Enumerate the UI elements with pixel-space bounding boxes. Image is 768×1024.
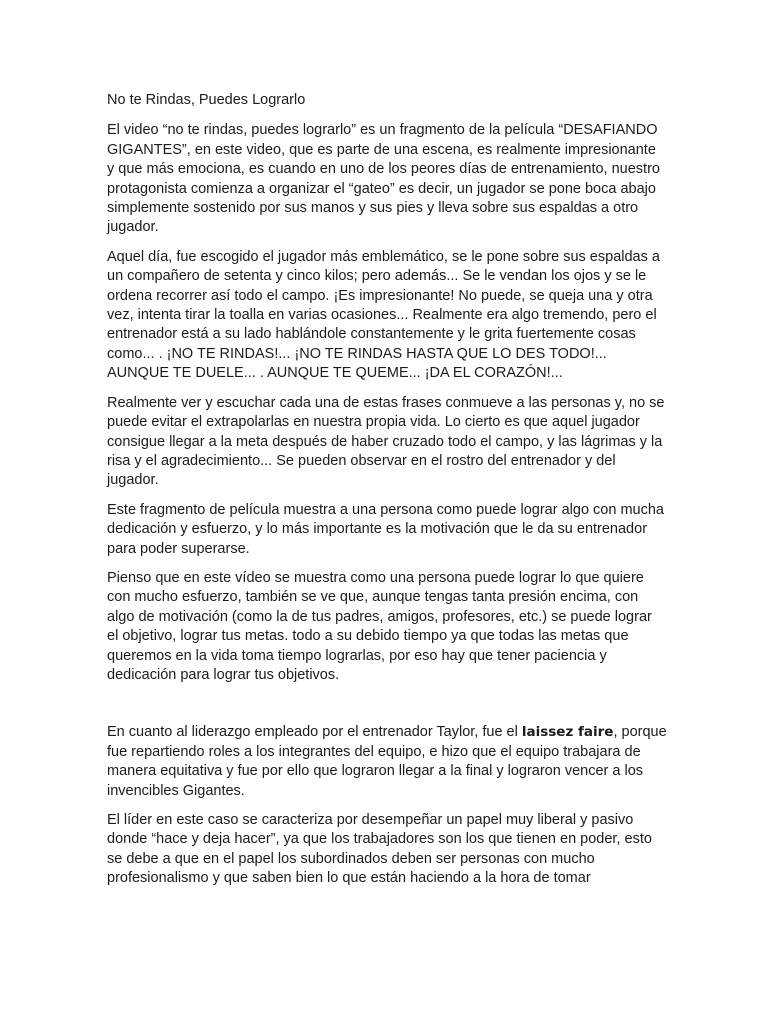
leadership-text-after: , porque fue repartiendo roles a los integrantes del equipo, e hizo que el equipo trabajara de manera equitativa y fue por ello que lograron llegar a la final y lograron vencer a los invencibles Gigantes. — [107, 724, 667, 799]
paragraph-opinion: Pienso que en este vídeo se muestra como una persona puede lograr lo que quiere con mucho esfuerzo, también se ve que, aunque tengas tanta presión encima, con algo de motivación (como la de tus padres, amigos, profesores, etc.) se puede lograr el objetivo, lograr tus metas. todo a su debido tiempo ya que todas las metas que queremos en la vida toma tiempo lograrlas, por eso hay que tener paciencia y dedicación para lograr tus objetivos. — [107, 569, 652, 683]
paragraph-scene: Aquel día, fue escogido el jugador más emblemático, se le pone sobre sus espaldas a un compañero de setenta y cinco kilos; pero además... Se le vendan los ojos y se le ordena recorrer así todo el campo. ¡Es impresionante! No puede, se queja una y otra vez, intenta tirar la toalla en varias ocasiones... Realmente era algo tremendo, pero el entrenador está a su lado hablándole constantemente y le grita fuertemente cosas como... . ¡NO TE RINDAS!... ¡NO TE RINDAS HASTA QUE LO DES TODO!... AUNQUE TE DUELE... . AUNQUE TE QUEME... ¡DA EL CORAZÓN!... — [107, 248, 660, 382]
paragraph-leader-role: El líder en este caso se caracteriza por desempeñar un papel muy liberal y pasivo donde “hace y deja hacer”, ya que los trabajadores son los que tienen en poder, esto se debe a que en el papel los subordinados deben ser personas con mucho profesionalismo y que saben bien lo que están haciendo a la hora de tomar — [107, 812, 652, 887]
document-page — [107, 91, 667, 899]
blank-line — [107, 695, 667, 723]
paragraph-leadership — [107, 723, 667, 801]
paragraph-fragment: Este fragmento de película muestra a una persona como puede lograr algo con mucha dedicación y esfuerzo, y lo más importante es la motivación que le da su entrenador para poder superarse. — [107, 501, 664, 557]
leadership-text-before: En cuanto al liderazgo empleado por el entrenador Taylor, fue el — [107, 724, 522, 741]
paragraph-intro: El video “no te rindas, puedes lograrlo” es un fragmento de la película “DESAFIANDO GIGANTES”, en este video, que es parte de una escena, es realmente impresionante y que más emociona, es cuando en uno de los peores días de entrenamiento, nuestro protagonista comienza a organizar el “gateo” es decir, un jugador se pone boca abajo simplemente sostenido por sus manos y sus pies y lleva sobre sus espaldas a otro jugador. — [107, 122, 660, 236]
document-title: No te Rindas, Puedes Lograrlo — [107, 92, 306, 108]
paragraph-reflection: Realmente ver y escuchar cada una de estas frases conmueve a las personas y, no se puede evitar el extrapolarlas en nuestra propia vida. Lo cierto es que aquel jugador consigue llegar a la meta después de haber cruzado todo el campo, y las lágrimas y la risa y el agradecimiento... Se pueden observar en el rostro del entrenador y del jugador. — [107, 394, 665, 489]
leadership-style-bold: laissez faire — [521, 724, 614, 741]
